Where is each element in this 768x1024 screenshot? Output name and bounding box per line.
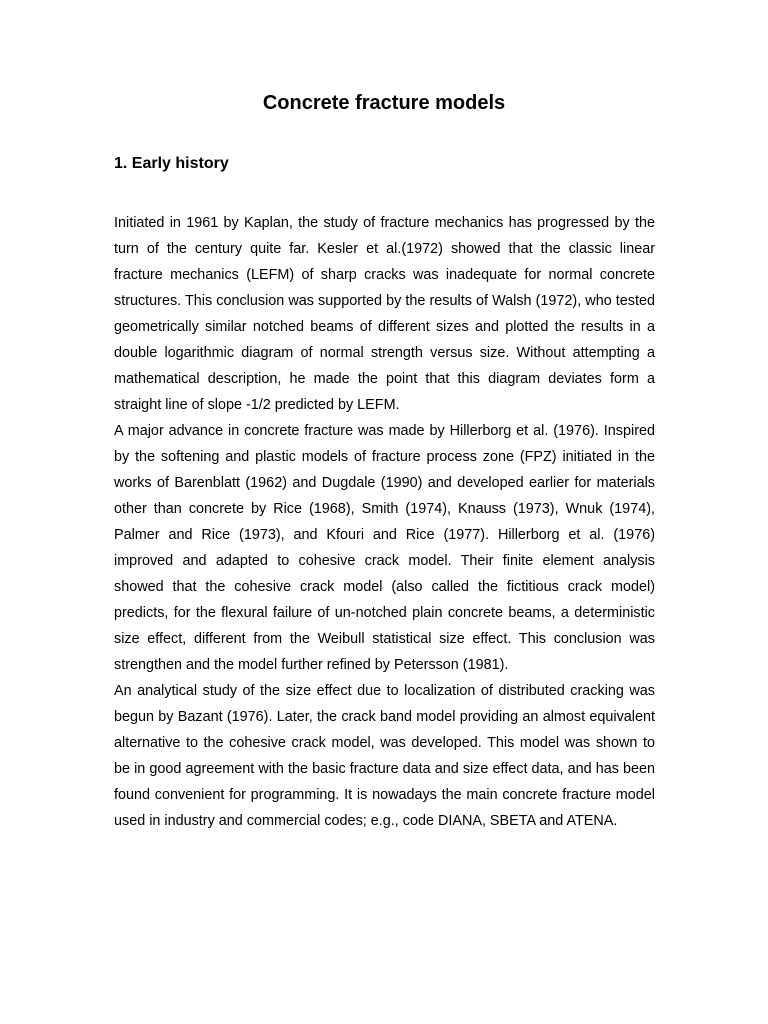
paragraph: An analytical study of the size effect due to localization of distributed cracking was begun by Bazant (1976). Later, the crack band model providing an almost equivalent alternative to the cohesive crack model, was developed. This model was shown to be in good agreement with the basic fracture data and size effect data, and has been found convenient for programming. It is nowadays the main concrete fracture model used in industry and commercial codes; e.g., code DIANA, SBETA and ATENA. — [114, 683, 655, 829]
body-text — [114, 210, 655, 834]
paragraph: Initiated in 1961 by Kaplan, the study of fracture mechanics has progressed by the turn of the century quite far. Kesler et al.(1972) showed that the classic linear fracture mechanics (LEFM) of sharp cracks was inadequate for normal concrete structures. This conclusion was supported by the results of Walsh (1972), who tested geometrically similar notched beams of different sizes and plotted the results in a double logarithmic diagram of normal strength versus size. Without attempting a mathematical description, he made the point that this diagram deviates form a straight line of slope -1/2 predicted by LEFM. — [114, 215, 655, 413]
page-title: Concrete fracture models — [262, 92, 506, 114]
paragraph: A major advance in concrete fracture was made by Hillerborg et al. (1976). Inspired by the softening and plastic models of fracture process zone (FPZ) initiated in the works of Barenblatt (1962) and Dugdale (1990) and developed earlier for materials other than concrete by Rice (1968), Smith (1974), Knauss (1973), Wnuk (1974), Palmer and Rice (1973), and Kfouri and Rice (1977). Hillerborg et al. (1976) improved and adapted to cohesive crack model. Their finite element analysis showed that the cohesive crack model (also called the fictitious crack model) predicts, for the flexural failure of un-notched plain concrete beams, a deterministic size effect, different from the Weibull statistical size effect. This conclusion was strengthen and the model further refined by Petersson (1981). — [114, 423, 655, 673]
section-heading: 1. Early history — [114, 155, 229, 172]
